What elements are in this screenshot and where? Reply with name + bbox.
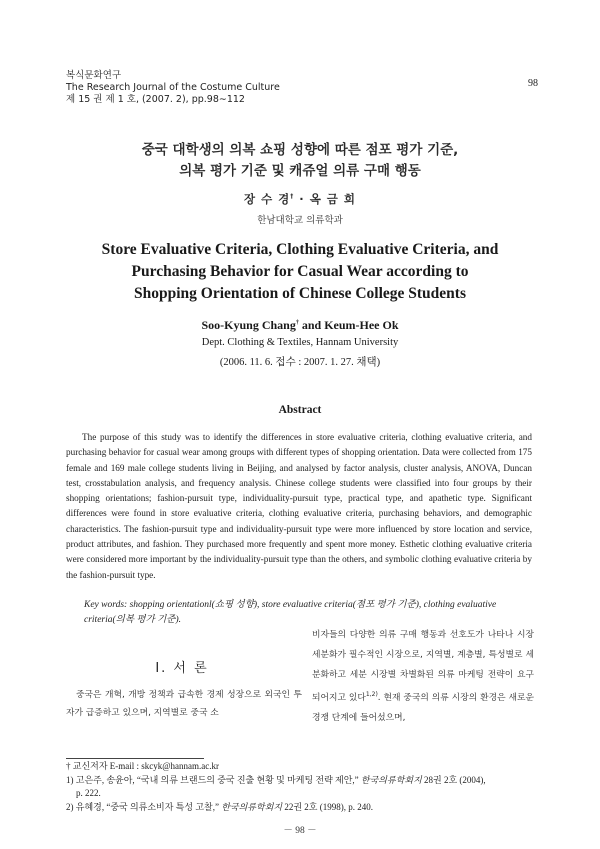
footnote-1 [66,774,536,788]
title-korean-line2: 의복 평가 기준 및 캐쥬얼 의류 구매 행동 [179,163,421,179]
title-english-line3: Shopping Orientation of Chinese College Students [133,285,466,302]
footnote-2-main: 2) 유혜경, “중국 의류소비자 특성 고찰,” [66,801,222,812]
author-korean-2: 옥 금 희 [309,192,357,206]
footnote-2-tail: 22권 2호 (1998), p. 240. [282,801,373,812]
abstract-heading: Abstract [278,404,322,416]
department-english: Dept. Clothing & Textiles, Hannam University [201,337,399,348]
page-number-bottom: － 98 － [283,826,317,836]
authors-english [0,318,600,333]
title-english [0,239,600,305]
journal-name-kr: 복식문화연구 [66,70,122,81]
author-separator: · [294,192,310,206]
keywords-label: Key words: [84,600,128,610]
body-right-text: 비자들의 다양한 의류 구매 행동과 선호도가 나타나 시장 세분화가 필수적인 시장으로, 지역별, 계층별, 특성별로 세분화하고 세분 시장별 차별화된 의류 마케팅 전략이 요구되어지고 있다 [312,630,534,703]
title-english-line2: Purchasing Behavior for Casual Wear according to [131,263,469,280]
keywords-text: shopping orientationl(쇼핑 성향), store evaluative criteria(점포 평가 기준), clothing evaluative criteria(의복 평가 기준). [84,600,497,625]
body-right-column [312,625,534,728]
corresponding-mark-en: † [295,320,299,326]
received-accepted-dates: (2006. 11. 6. 접수 : 2007. 1. 27. 채택) [219,357,381,368]
footnote-1-tail: 28권 2호 (2004), [421,774,486,785]
abstract-text: The purpose of this study was to identify the differences in store evaluative criteria, clothing evaluative criteria, and purchasing behavior for casual wear among groups with different types of shopping orientation. Data were collected from 175 female and 169 male college students living in Beijing, and analysed by factor analysis, cluster analysis, ANOVA, Duncan test, crosstabulation analysis, and frequency analysis. Chinese college students were classified into four groups by their shopping orientations; fashion-pursuit type, individuality-pursuit type, practical type, and apathetic type. Significant differences were found in store evaluative criteria, clothing evaluative criteria, purchasing behaviors, and demographic characteristics. The fashion-pursuit type and individuality-pursuit type were more influenced by store location and service, product attributes, and fashion. They purchased more frequently and spent more money. Esthetic clothing evaluative criteria were considered more important by the individuality-pursuit type than the others, and symbolic clothing evaluative criteria by the fashion-pursuit type. [66,432,532,580]
corresponding-mark: † [290,193,295,201]
author-english-1: Soo-Kyung Chang [201,318,296,332]
author-korean-1: 장 수 경 [243,192,291,206]
citation-superscript: 1,2) [365,691,378,698]
authors-korean [0,191,600,207]
title-english-line1: Store Evaluative Criteria, Clothing Evaluative Criteria, and [101,241,499,258]
footnote-1-main: 1) 고은주, 송윤아, “국내 의류 브랜드의 중국 진출 현황 및 마케팅 전략 제안,” [66,774,361,785]
keywords [84,598,536,628]
footnote-1-journal: 한국의류학회지 [360,774,422,785]
affiliation-korean: 한남대학교 의류학과 [257,215,343,226]
author-english-rest: and Keum-Hee Ok [298,318,399,332]
footnote-2-journal: 한국의류학회지 [221,801,283,812]
page-number-top: 98 [528,78,538,89]
footnote-divider [66,758,204,759]
body-left-column: 중국은 개혁, 개방 정책과 급속한 경제 성장으로 외국인 투자가 급증하고 있으며, 지역별로 중국 소 [66,690,302,718]
title-korean-line1: 중국 대학생의 의복 쇼핑 성향에 따른 점포 평가 기준, [141,142,459,158]
section-heading-introduction: Ⅰ. 서 론 [155,661,209,676]
body-right-text-continued: . 현재 중국의 의류 시장의 환경은 새로운 경쟁 단계에 들어섰으며, [312,692,534,723]
footnote-1-pages: p. 222. [76,788,101,798]
footnotes [66,760,536,814]
journal-name-en: The Research Journal of the Costume Culture [66,82,280,93]
journal-header [66,70,280,106]
footnote-corresponding-author: † 교신저자 E-mail : skcyk@hannam.ac.kr [66,761,220,771]
volume-info: 제 15 권 제 1 호, (2007. 2), pp.98∼112 [66,94,245,105]
title-korean [0,140,600,182]
footnote-2 [66,801,536,815]
